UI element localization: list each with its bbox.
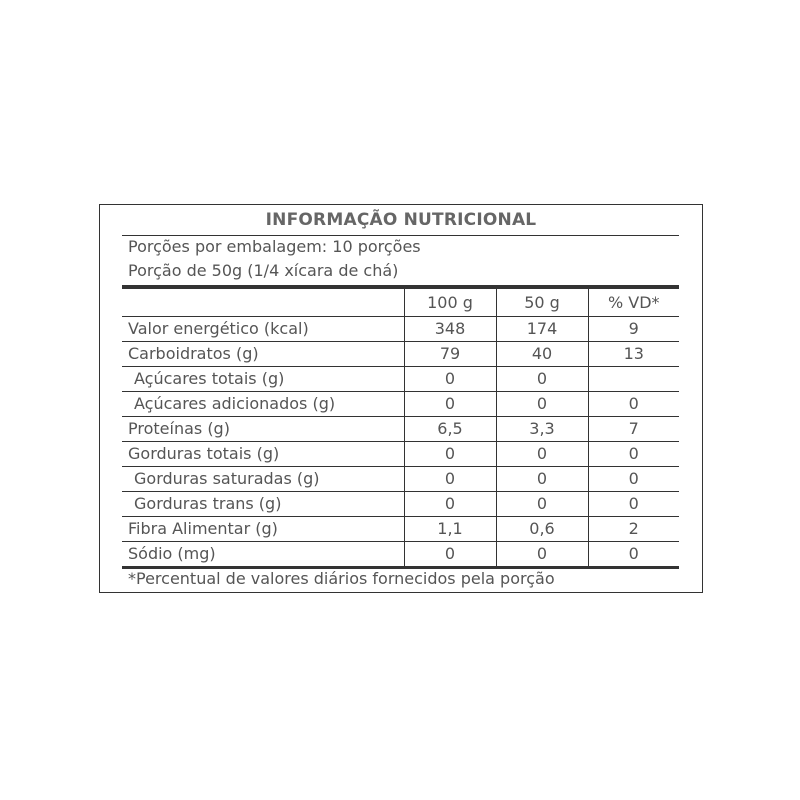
value-50g: 0 — [496, 367, 588, 392]
nutrient-label: Fibra Alimentar (g) — [122, 517, 404, 542]
value-vd: 9 — [588, 317, 679, 342]
value-100g: 0 — [404, 367, 496, 392]
value-vd: 7 — [588, 417, 679, 442]
value-vd: 2 — [588, 517, 679, 542]
column-header-vd: % VD* — [588, 289, 679, 317]
nutrient-row — [122, 467, 679, 492]
serving-size: Porção de 50g (1/4 xícara de chá) — [128, 261, 399, 280]
value-100g: 6,5 — [404, 417, 496, 442]
nutrient-label: Sódio (mg) — [122, 542, 404, 568]
value-100g: 79 — [404, 342, 496, 367]
servings-per-package: Porções por embalagem: 10 porções — [128, 237, 421, 256]
value-vd — [588, 367, 679, 392]
title-divider — [122, 235, 679, 236]
value-50g: 0 — [496, 392, 588, 417]
value-100g: 0 — [404, 467, 496, 492]
nutrient-row — [122, 442, 679, 467]
value-50g: 0 — [496, 442, 588, 467]
nutrient-row — [122, 492, 679, 517]
value-vd: 0 — [588, 442, 679, 467]
value-100g: 0 — [404, 442, 496, 467]
header-blank-cell — [122, 289, 404, 317]
value-50g: 0,6 — [496, 517, 588, 542]
nutrition-facts-panel — [99, 204, 703, 593]
nutrient-row — [122, 317, 679, 342]
value-100g: 1,1 — [404, 517, 496, 542]
nutrient-label: Gorduras saturadas (g) — [122, 467, 404, 492]
value-vd: 0 — [588, 392, 679, 417]
nutrient-label: Gorduras trans (g) — [122, 492, 404, 517]
column-header-row — [122, 289, 679, 317]
footnote: *Percentual de valores diários fornecidos pela porção — [128, 569, 555, 588]
column-header-100g: 100 g — [404, 289, 496, 317]
value-100g: 0 — [404, 392, 496, 417]
nutrient-row — [122, 517, 679, 542]
nutrient-row — [122, 367, 679, 392]
value-vd: 0 — [588, 467, 679, 492]
value-100g: 0 — [404, 542, 496, 568]
value-50g: 174 — [496, 317, 588, 342]
nutrient-row — [122, 392, 679, 417]
value-50g: 40 — [496, 342, 588, 367]
value-100g: 0 — [404, 492, 496, 517]
nutrient-label: Açúcares adicionados (g) — [122, 392, 404, 417]
nutrition-table — [122, 289, 679, 569]
value-vd: 0 — [588, 542, 679, 568]
nutrition-title: INFORMAÇÃO NUTRICIONAL — [265, 210, 537, 230]
value-50g: 0 — [496, 542, 588, 568]
value-50g: 0 — [496, 467, 588, 492]
nutrient-label: Açúcares totais (g) — [122, 367, 404, 392]
column-header-50g: 50 g — [496, 289, 588, 317]
nutrient-row — [122, 417, 679, 442]
value-100g: 348 — [404, 317, 496, 342]
value-50g: 3,3 — [496, 417, 588, 442]
value-vd: 0 — [588, 492, 679, 517]
nutrient-row — [122, 542, 679, 568]
nutrient-label: Proteínas (g) — [122, 417, 404, 442]
value-50g: 0 — [496, 492, 588, 517]
nutrient-label: Valor energético (kcal) — [122, 317, 404, 342]
nutrient-label: Gorduras totais (g) — [122, 442, 404, 467]
value-vd: 13 — [588, 342, 679, 367]
nutrient-row — [122, 342, 679, 367]
nutrient-label: Carboidratos (g) — [122, 342, 404, 367]
